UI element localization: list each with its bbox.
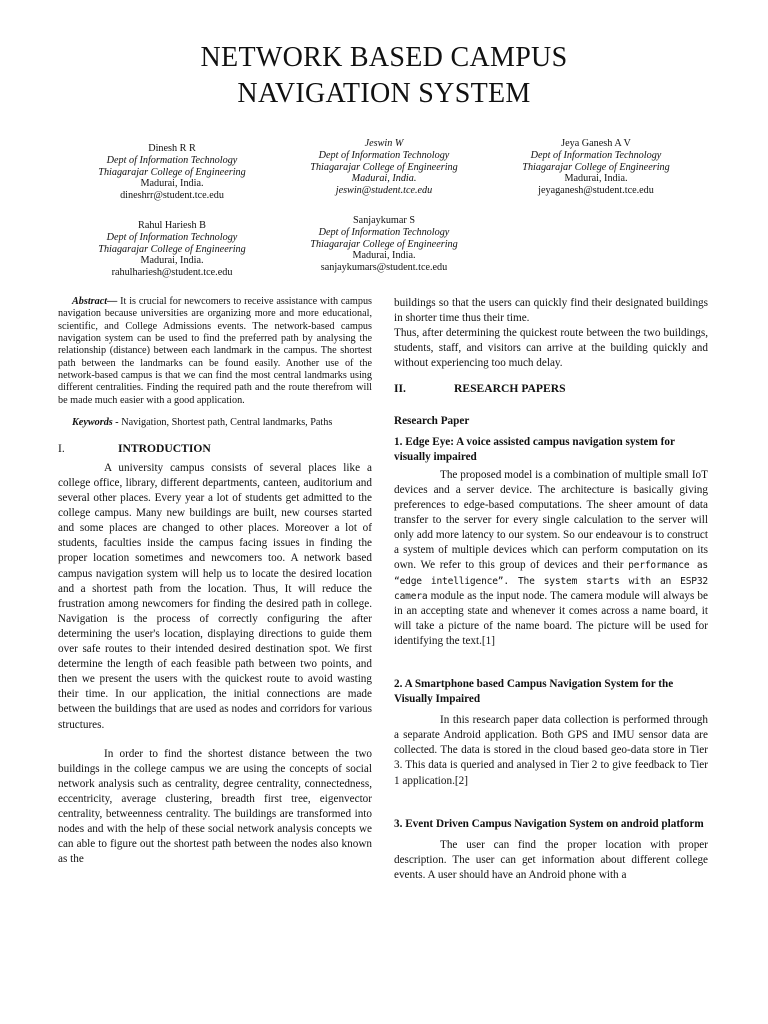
author-block-jeyaganesh bbox=[486, 138, 706, 197]
author-name: Sanjaykumar S bbox=[353, 215, 415, 226]
abstract bbox=[58, 296, 372, 407]
author-college: Thiagarajar College of Engineering bbox=[98, 166, 246, 178]
section-title: INTRODUCTION bbox=[118, 441, 211, 455]
author-block-jeswin bbox=[274, 138, 494, 197]
abstract-label: Abstract— bbox=[72, 296, 118, 307]
author-college: Thiagarajar College of Engineering bbox=[310, 238, 458, 250]
paper-1-body-end: module as the input node. The camera module will always be in an accepting state and whenever it comes across a name board, it will take a picture of the name board. The picture will be used for identifying the text.[1] bbox=[394, 589, 708, 647]
author-city: Madurai, India. bbox=[564, 173, 628, 185]
paper-1-title: 1. Edge Eye: A voice assisted campus navigation system for visually impaired bbox=[394, 435, 675, 463]
author-block-dinesh bbox=[62, 143, 282, 202]
section-title: RESEARCH PAPERS bbox=[454, 382, 566, 396]
intro-conclusion: Thus, after determining the quickest route between the two buildings, students, staff, and visitors can arrive at the building quickly and without experiencing too much delay. bbox=[394, 327, 708, 370]
author-city: Madurai, India. bbox=[140, 255, 204, 267]
author-email: jeswin@student.tce.edu bbox=[335, 185, 433, 197]
author-block-sanjaykumar bbox=[274, 215, 494, 274]
author-email: dineshrr@student.tce.edu bbox=[120, 190, 224, 202]
keywords bbox=[58, 417, 372, 429]
author-name: Jeya Ganesh A V bbox=[561, 138, 631, 149]
author-dept: Dept of Information Technology bbox=[530, 149, 662, 161]
author-email: jeyaganesh@student.tce.edu bbox=[538, 185, 654, 197]
intro-continuation: buildings so that the users can quickly find their designated buildings in shorter time thus their time. bbox=[394, 297, 708, 325]
author-dept: Dept of Information Technology bbox=[106, 154, 238, 166]
paper-3-body: The user can find the proper location with proper description. The user can get information about different college events. A user should have an Android phone with a bbox=[394, 838, 708, 881]
paper-title bbox=[0, 40, 768, 112]
title-line-2: NAVIGATION SYSTEM bbox=[237, 78, 531, 109]
keywords-text: Navigation, Shortest path, Central landmarks, Paths bbox=[118, 417, 333, 429]
paper-1-body-mono: performance as “edge intelligence”. The system starts with an ESP32 camera bbox=[394, 560, 708, 602]
author-city: Madurai, India. bbox=[140, 178, 204, 190]
research-paper-label: Research Paper bbox=[394, 414, 470, 427]
author-email: sanjaykumars@student.tce.edu bbox=[320, 262, 448, 274]
paper-3-title: 3. Event Driven Campus Navigation System on android platform bbox=[394, 817, 704, 830]
author-name: Jeswin W bbox=[364, 138, 404, 149]
section-heading-introduction bbox=[58, 443, 372, 455]
paper-2-body: In this research paper data collection is performed through a separate Android application. Both GPS and IMU sensor data are collected. The data is stored in the cloud based geo-data store in Tier 3. This data is queried and analysed in Tier 2 to give feedback to Tier 1 application.[2] bbox=[394, 714, 708, 787]
paper-1-body bbox=[394, 468, 708, 649]
author-college: Thiagarajar College of Engineering bbox=[310, 161, 458, 173]
intro-paragraph-2: In order to find the shortest distance between the two buildings in the college campus we are using the concepts of social network analysis such as centrality, degree centrality, connectedness, eccentricity, average clustering, breadth first tree, eigenvector centrality, betweenness centrality. The buildings are transformed into nodes and with the help of these social network analysis concepts we can able to figure out the shortest path between the nodes also known as the bbox=[58, 747, 372, 866]
section-number: II. bbox=[394, 382, 406, 396]
right-column bbox=[394, 296, 708, 883]
section-heading-research-papers bbox=[394, 381, 708, 396]
author-dept: Dept of Information Technology bbox=[318, 149, 450, 161]
author-email: rahulhariesh@student.tce.edu bbox=[111, 267, 233, 279]
abstract-text: It is crucial for newcomers to receive assistance with campus navigation because universities are organizing more and more educational, scientific, and College Admissions events. The network-based campus navigation system can be used to find the preferred path by analysing the relationship (distance) between each landmark in the campus. The shortest path between the landmarks can be found easily. Another use of the network-based campus is that we can find the most central landmarks using different centralities. Finding the required path and the route therefrom will be made much easier with a good application. bbox=[58, 296, 372, 406]
intro-paragraph-1: A university campus consists of several places like a college office, library, different departments, canteen, auditorium and several other places. Every year a lot of students get admitted to the college campus. Many new buildings are built, new courses started and some places are changed to other places. Moreover a lot of students, faculties inside the campus facing issues in finding the proper location sometimes and newcomers too. A network based campus navigation system will help us to locate the desired location and a shortest path from the location. Thus, It will reduce the frustration among newcomers for finding the desired path in college. Navigation is the process of correctly configuring the after determining the user's location, displaying directions to guide them over safe routes to their intended desired destination spot. We first determine the length of each feasible path between two points, and then we present the users with the quickest route to avoid wasting their time. In our application, the initial connections are made between the buildings that are used as nodes and corridors for various structures. bbox=[58, 461, 372, 731]
author-name: Rahul Hariesh B bbox=[138, 220, 206, 231]
author-block-rahul bbox=[62, 220, 282, 279]
keywords-label: Keywords - bbox=[72, 417, 119, 429]
author-college: Thiagarajar College of Engineering bbox=[522, 161, 670, 173]
author-name: Dinesh R R bbox=[148, 143, 196, 154]
title-line-1: NETWORK BASED CAMPUS bbox=[200, 42, 568, 73]
author-city: Madurai, India. bbox=[352, 250, 416, 262]
author-dept: Dept of Information Technology bbox=[318, 226, 450, 238]
left-column bbox=[58, 296, 372, 867]
section-number: I. bbox=[58, 441, 65, 455]
author-city: Madurai, India. bbox=[351, 173, 417, 185]
paper-2-title: 2. A Smartphone based Campus Navigation System for the Visually Impaired bbox=[394, 677, 674, 706]
author-dept: Dept of Information Technology bbox=[106, 231, 238, 243]
author-college: Thiagarajar College of Engineering bbox=[98, 243, 246, 255]
paper-1-body-start: The proposed model is a combination of multiple small IoT devices and a server device. The architecture is basically giving preferences to edge-based computations. The sheer amount of data transfer to the server for every single calculation to the server will only add more latency to our system. So our endeavour is to construct a system of multiple devices which can perform computation on its own. We refer to this group of devices and their bbox=[394, 468, 708, 572]
